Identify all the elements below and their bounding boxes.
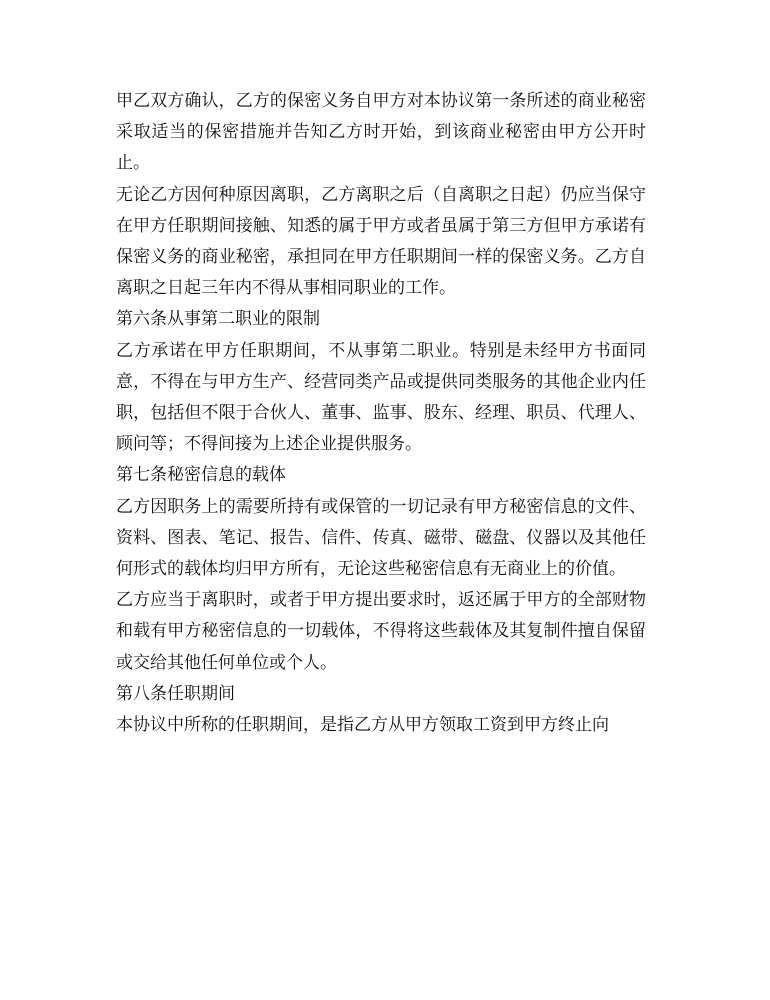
paragraph-return-of-property: 乙方应当于离职时，或者于甲方提出要求时，返还属于甲方的全部财物和载有甲方秘密信息的一切载体，不得将这些载体及其复制件擅自保留或交给其他任何单位或个人。: [116, 590, 646, 673]
paragraph-post-employment-obligation: 无论乙方因何种原因离职，乙方离职之后（自离职之日起）仍应当保守在甲方任职期间接触、知悉的属于甲方或者虽属于第三方但甲方承诺有保密义务的商业秘密，承担同在甲方任职期间一样的保密义务。乙方自离职之日起三年内不得从事相同职业的工作。: [116, 184, 646, 299]
paragraph-employment-period: 本协议中所称的任职期间，是指乙方从甲方领取工资到甲方终止向: [116, 715, 609, 736]
heading-article-eight: 第八条任职期间: [116, 683, 235, 704]
paragraph-information-carriers: 乙方因职务上的需要所持有或保管的一切记录有甲方秘密信息的文件、资料、图表、笔记、报告、信件、传真、磁带、磁盘、仪器以及其他任何形式的载体均归甲方所有，无论这些秘密信息有无商业上的价值。: [116, 496, 646, 580]
paragraph-second-job-restriction: 乙方承诺在甲方任职期间，不从事第二职业。特别是未经甲方书面同意，不得在与甲方生产、经营同类产品或提供同类服务的其他企业内任职，包括但不限于合伙人、董事、监事、股东、经理、职员、代理人、顾问等；不得间接为上述企业提供服务。: [116, 340, 646, 455]
heading-article-seven: 第七条秘密信息的载体: [116, 465, 286, 486]
document-body: [116, 86, 646, 741]
paragraph-confidentiality-period: 甲乙双方确认，乙方的保密义务自甲方对本协议第一条所述的商业秘密采取适当的保密措施并告知乙方时开始，到该商业秘密由甲方公开时止。: [116, 91, 646, 174]
heading-article-six: 第六条从事第二职业的限制: [116, 309, 320, 330]
